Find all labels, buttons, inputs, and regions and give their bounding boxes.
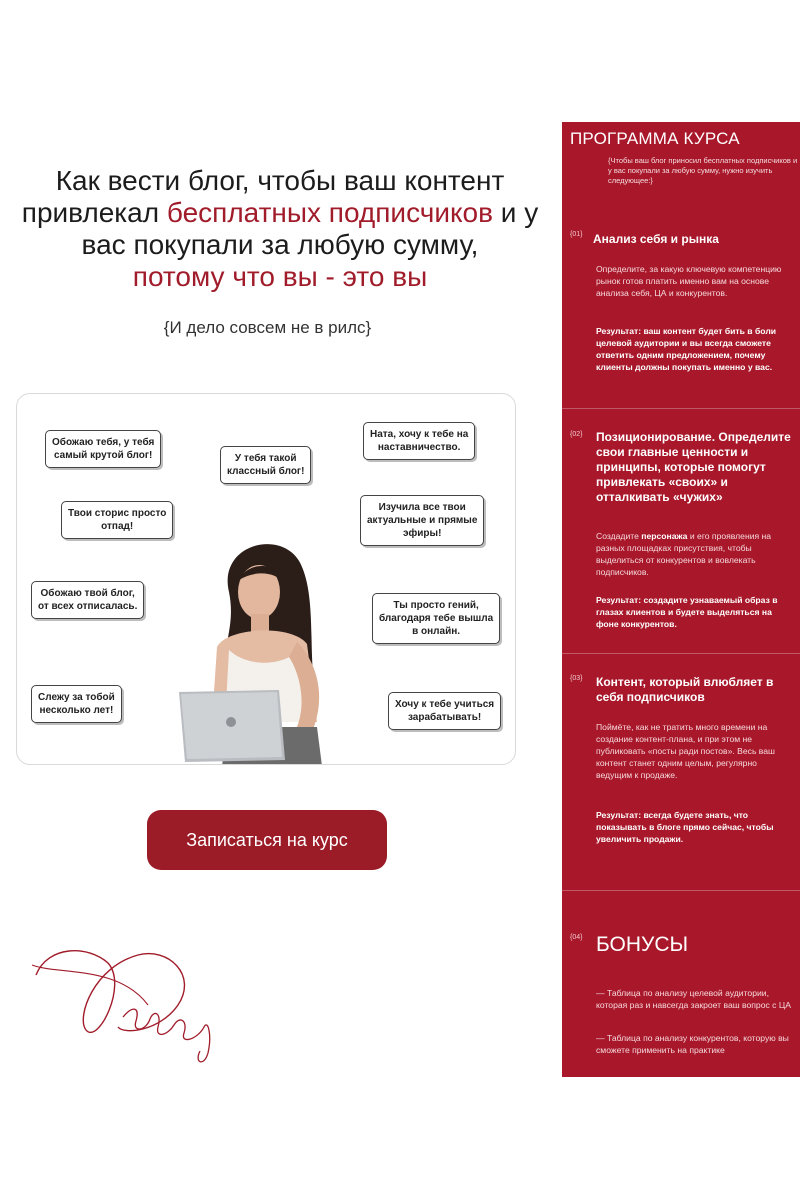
hero-title-part1: Как вести блог, чтобы ваш контент привлекал	[21, 165, 505, 228]
section-divider	[562, 890, 800, 891]
program-intro: {Чтобы ваш блог приносил бесплатных подписчиков и у вас покупали за любую сумму, нужно изучить следующее:}	[608, 156, 798, 185]
section-text: Определите, за какую ключевую компетенцию рынок готов платить именно вам на основе анализа себя, ЦА и конкурентов.	[596, 264, 782, 298]
section-number: {01}	[570, 231, 583, 238]
section-result: Результат: ваш контент будет бить в боли целевой аудитории и вы всегда сможете ответить одним предложением, почему клиенты должны покупать именно у вас.	[596, 326, 777, 372]
section-title: Контент, который влюбляет в себя подписчиков	[596, 675, 774, 704]
comment-bubble: У тебя такой классный блог!	[220, 446, 311, 484]
comment-bubble: Обожаю тебя, у тебя самый крутой блог!	[45, 430, 161, 468]
section-text: Поймёте, как не тратить много времени на создание контент-плана, и при этом не публиковать «посты ради постов». Весь ваш контент станет одним целым, регулярно ведущим к продаже.	[596, 722, 775, 780]
section-text-bold: персонажа	[641, 531, 688, 541]
section-number: {02}	[570, 431, 583, 438]
section-title: Анализ себя и рынка	[593, 232, 719, 246]
program-title: ПРОГРАММА КУРСА	[570, 129, 740, 148]
hero-subtitle: {И дело совсем не в рилс}	[163, 318, 372, 337]
comment-bubble: Изучила все твои актуальные и прямые эфиры!	[360, 495, 484, 546]
signature-logo	[28, 935, 228, 1070]
course-program-panel	[562, 122, 800, 1077]
comment-bubble: Хочу к тебе учиться зарабатывать!	[388, 692, 501, 730]
section-result: Результат: создадите узнаваемый образ в глазах клиентов и будете выделяться на фоне конкурентов.	[596, 595, 778, 629]
comment-bubble: Твои сторис просто отпад!	[61, 501, 173, 539]
section-title: Позиционирование. Определите свои главные ценности и принципы, которые помогут привлекать «своих» и отталкивать «чужих»	[596, 430, 791, 504]
comment-bubble: Слежу за тобой несколько лет!	[31, 685, 122, 723]
section-text	[596, 530, 792, 578]
hero-title	[0, 165, 560, 293]
section-number: {03}	[570, 675, 583, 682]
hero-title-accent-free-followers: бесплатных подписчиков	[166, 197, 493, 228]
section-text-part: и его проявления на разных площадках присутствия, чтобы выделиться от конкурентов и вовлекать подписчиков.	[596, 531, 772, 577]
bonus-item: — Таблица по анализу целевой аудитории, которая раз и навсегда закроет ваш вопрос с ЦА	[596, 988, 791, 1010]
woman-with-laptop-photo	[167, 522, 377, 765]
hero-photo-collage	[16, 393, 516, 765]
bonus-item: — Таблица по анализу конкурентов, которую вы сможете применить на практике	[596, 1033, 789, 1055]
enroll-course-button[interactable]: Записаться на курс	[147, 810, 387, 870]
section-text-part: Создадите	[596, 531, 642, 541]
section-result: Результат: всегда будете знать, что показывать в блоге прямо сейчас, чтобы увеличить продажи.	[596, 810, 774, 844]
section-divider	[562, 408, 800, 409]
section-divider	[562, 653, 800, 654]
hero-title-accent-you-are-you: потому что вы - это вы	[132, 261, 428, 292]
hero-title-part2: и у вас покупали за любую сумму,	[81, 197, 539, 260]
section-number: {04}	[570, 934, 583, 941]
bonus-title: БОНУСЫ	[596, 933, 689, 956]
comment-bubble: Ната, хочу к тебе на наставничество.	[363, 422, 475, 460]
comment-bubble: Ты просто гений, благодаря тебе вышла в онлайн.	[372, 593, 500, 644]
comment-bubble: Обожаю твой блог, от всех отписалась.	[31, 581, 144, 619]
